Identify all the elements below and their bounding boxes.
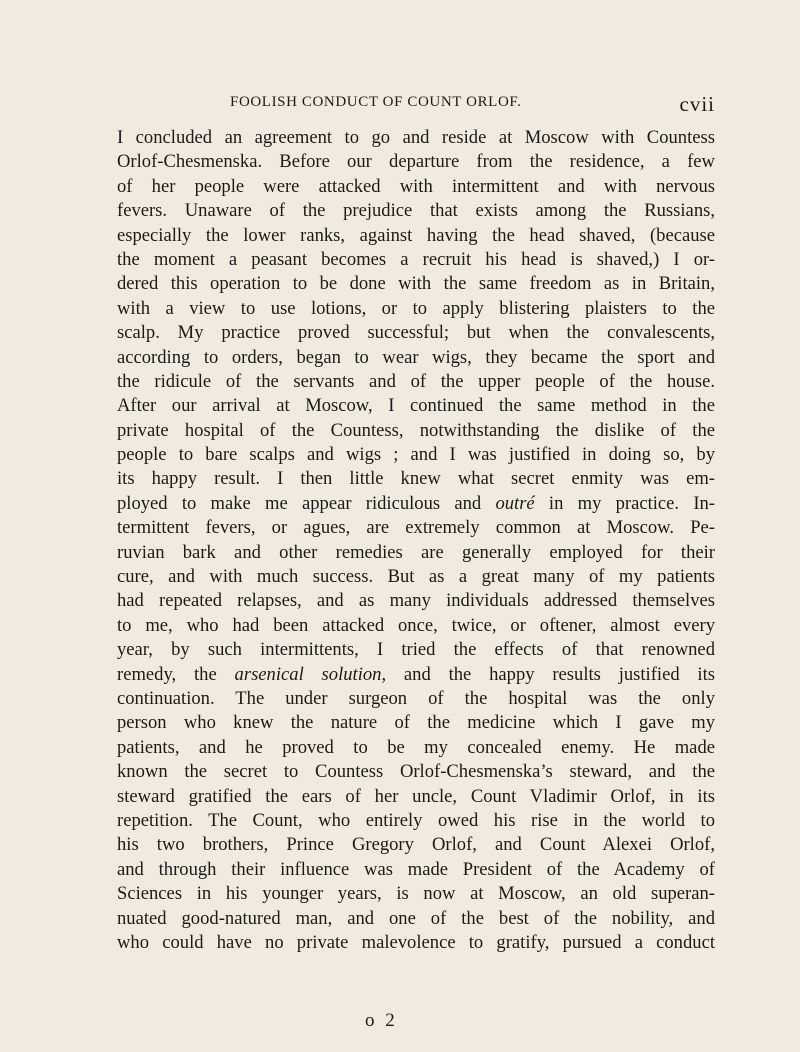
text-line: ployed to make me appear ridiculous and outré in my practice. In- [117,492,715,514]
text-line: nuated good-natured man, and one of the best of the nobility, and [117,907,715,929]
text-line: known the secret to Countess Orlof-Chesmenska’s steward, and the [117,761,715,783]
text-line: termittent fevers, or agues, are extremely common at Moscow. Pe- [117,517,715,539]
text-line: especially the lower ranks, against having the head shaved, (because [117,224,715,246]
text-line: had repeated relapses, and as many individuals addressed themselves [117,590,715,612]
text-line: steward gratified the ears of her uncle, Count Vladimir Orlof, in its [117,785,715,807]
text-line: the moment a peasant becomes a recruit his head is shaved,) I or- [117,248,715,270]
text-line: After our arrival at Moscow, I continued the same method in the [117,395,715,417]
text-line: cure, and with much success. But as a great many of my patients [117,566,715,588]
text-line: of her people were attacked with intermittent and with nervous [117,175,715,197]
signature-mark: o 2 [365,1010,398,1031]
text-line: patients, and he proved to be my concealed enemy. He made [117,736,715,758]
text-line: and through their influence was made President of the Academy of [117,858,715,880]
body-text [117,126,715,955]
text-line: repetition. The Count, who entirely owed his rise in the world to [117,809,715,831]
text-line: with a view to use lotions, or to apply blistering plaisters to the [117,297,715,319]
running-head [117,94,715,118]
text-line: people to bare scalps and wigs ; and I was justified in doing so, by [117,444,715,466]
running-title: FOOLISH CONDUCT OF COUNT ORLOF. [230,94,522,110]
text-line: year, by such intermittents, I tried the effects of that renowned [117,639,715,661]
text-line: dered this operation to be done with the same freedom as in Britain, [117,273,715,295]
text-line: person who knew the nature of the medicine which I gave my [117,712,715,734]
text-line: who could have no private malevolence to gratify, pursued a conduct [117,931,715,953]
text-line: continuation. The under surgeon of the hospital was the only [117,687,715,709]
text-line: according to orders, began to wear wigs, they became the sport and [117,346,715,368]
italic-term: arsenical solution [234,663,382,685]
text-line: to me, who had been attacked once, twice, or oftener, almost every [117,614,715,636]
text-line: fevers. Unaware of the prejudice that exists among the Russians, [117,200,715,222]
text-line: Sciences in his younger years, is now at Moscow, an old superan- [117,883,715,905]
text-line: Orlof-Chesmenska. Before our departure from the residence, a few [117,151,715,173]
text-line: its happy result. I then little knew what secret enmity was em- [117,468,715,490]
text-line: ruvian bark and other remedies are generally employed for their [117,541,715,563]
text-line: scalp. My practice proved successful; but when the convalescents, [117,322,715,344]
italic-term: outré [495,492,535,514]
page-number: cvii [679,92,715,116]
text-line: remedy, the arsenical solution, and the happy results justified its [117,663,715,685]
text-line: I concluded an agreement to go and reside at Moscow with Countess [117,127,715,148]
text-line: the ridicule of the servants and of the upper people of the house. [117,370,715,392]
text-line: his two brothers, Prince Gregory Orlof, and Count Alexei Orlof, [117,834,715,856]
text-line: private hospital of the Countess, notwithstanding the dislike of the [117,419,715,441]
